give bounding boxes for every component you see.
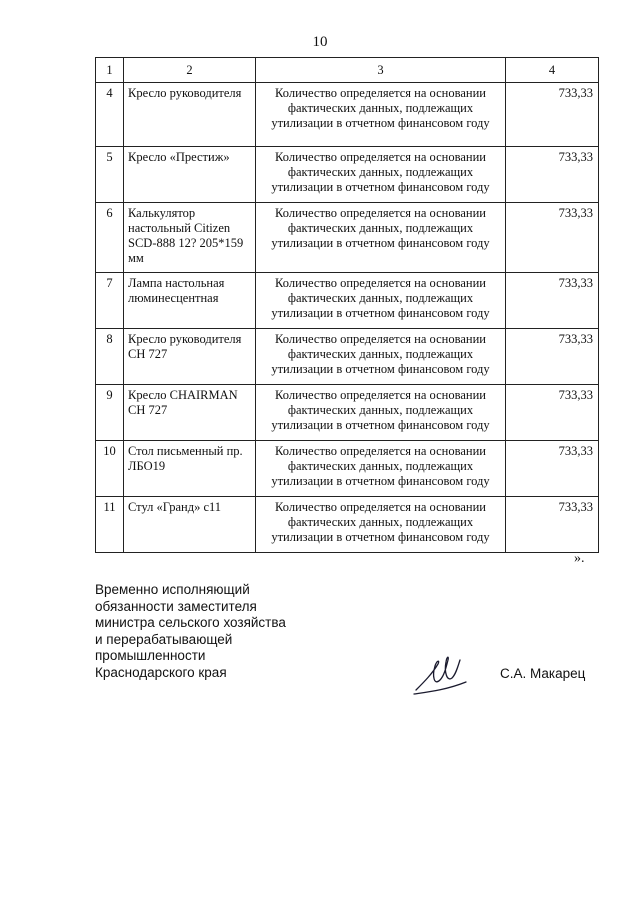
signer-title-line: и перерабатывающей — [95, 631, 233, 647]
item-name-cell: Кресло CHAIRMAN СН 727 — [124, 385, 256, 441]
item-name-cell: Кресло «Престиж» — [124, 147, 256, 203]
item-value-cell: 733,33 — [506, 147, 599, 203]
signer-title-line: промышленности — [95, 648, 206, 663]
table-row — [96, 441, 599, 497]
table-row — [96, 203, 599, 273]
signer-title-line: Временно исполняющий — [95, 582, 250, 597]
row-number-cell: 11 — [96, 497, 124, 553]
item-name-cell: Стул «Гранд» с11 — [124, 497, 256, 553]
table-header-row — [96, 58, 599, 83]
signer-title-line: министра сельского хозяйства — [95, 615, 286, 630]
signer-title-block — [95, 582, 335, 681]
row-number-cell: 4 — [96, 83, 124, 147]
item-value-cell: 733,33 — [506, 441, 599, 497]
signer-title-line: Краснодарского края — [95, 664, 227, 680]
item-description-cell: Количество определяется на основании фактических данных, подлежащих утилизации в отчетном финансовом году — [256, 203, 506, 273]
item-value-cell: 733,33 — [506, 83, 599, 147]
signer-title-line: обязанности заместителя — [95, 598, 257, 614]
item-description-cell: Количество определяется на основании фактических данных, подлежащих утилизации в отчетном финансовом году — [256, 441, 506, 497]
item-description-cell: Количество определяется на основании фактических данных, подлежащих утилизации в отчетном финансовом году — [256, 329, 506, 385]
table-body — [96, 58, 599, 553]
table-row — [96, 147, 599, 203]
handwritten-signature — [410, 652, 470, 698]
table-row — [96, 329, 599, 385]
table-row — [96, 385, 599, 441]
item-name-cell: Кресло руководителя — [124, 83, 256, 147]
row-number-cell: 5 — [96, 147, 124, 203]
row-number-cell: 9 — [96, 385, 124, 441]
item-value-cell: 733,33 — [506, 329, 599, 385]
item-description-cell: Количество определяется на основании фактических данных, подлежащих утилизации в отчетном финансовом году — [256, 147, 506, 203]
item-value-cell: 733,33 — [506, 203, 599, 273]
item-value-cell: 733,33 — [506, 497, 599, 553]
signer-name: С.А. Макарец — [500, 666, 586, 681]
item-description-cell: Количество определяется на основании фактических данных, подлежащих утилизации в отчетном финансовом году — [256, 273, 506, 329]
row-number-cell: 7 — [96, 273, 124, 329]
item-name-cell: Калькулятор настольный Citizen SCD-888 12? 205*159 мм — [124, 203, 256, 273]
item-name-cell: Лампа настольная люминесцентная — [124, 273, 256, 329]
row-number-cell: 6 — [96, 203, 124, 273]
row-number-cell: 10 — [96, 441, 124, 497]
column-header-3: 3 — [256, 58, 506, 83]
closing-quote: ». — [574, 551, 585, 566]
column-header-1: 1 — [96, 58, 124, 83]
item-value-cell: 733,33 — [506, 385, 599, 441]
item-description-cell: Количество определяется на основании фактических данных, подлежащих утилизации в отчетном финансовом году — [256, 497, 506, 553]
item-value-cell: 733,33 — [506, 273, 599, 329]
item-name-cell: Стол письменный пр. ЛБО19 — [124, 441, 256, 497]
page-number: 10 — [312, 34, 328, 50]
items-table — [95, 57, 599, 553]
table-row — [96, 497, 599, 553]
column-header-4: 4 — [506, 58, 599, 83]
column-header-2: 2 — [124, 58, 256, 83]
item-description-cell: Количество определяется на основании фактических данных, подлежащих утилизации в отчетном финансовом году — [256, 83, 506, 147]
table-row — [96, 83, 599, 147]
table-row — [96, 273, 599, 329]
item-description-cell: Количество определяется на основании фактических данных, подлежащих утилизации в отчетном финансовом году — [256, 385, 506, 441]
row-number-cell: 8 — [96, 329, 124, 385]
item-name-cell: Кресло руководителя СН 727 — [124, 329, 256, 385]
